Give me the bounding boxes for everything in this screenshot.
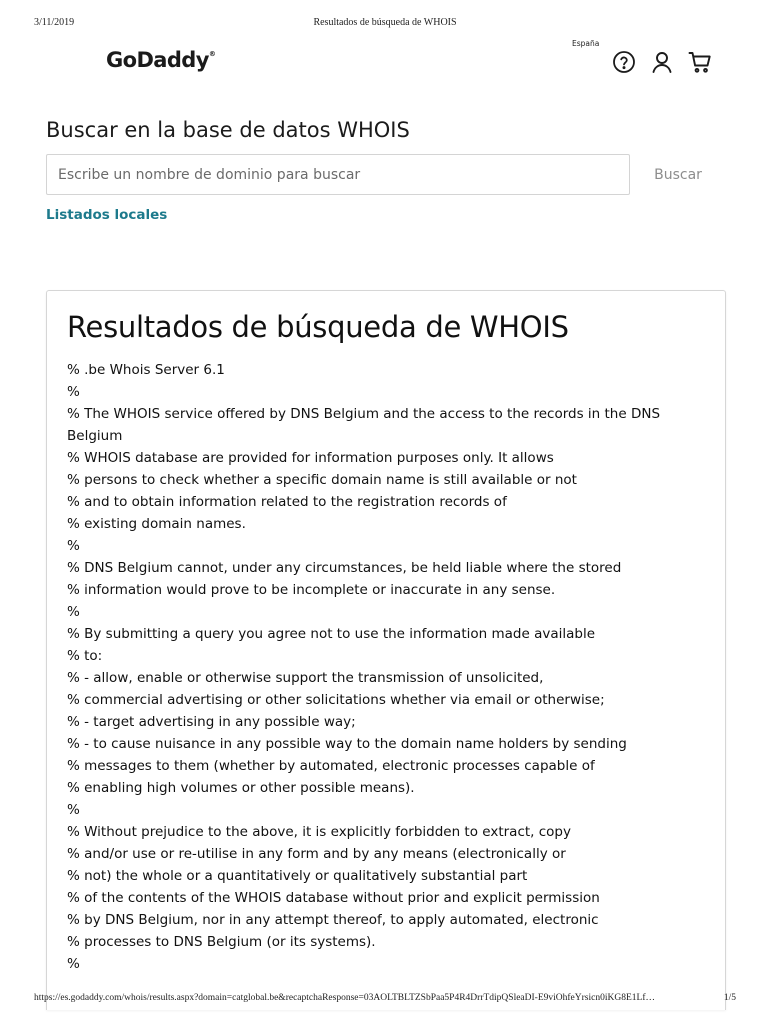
whois-line: % xyxy=(67,538,80,554)
whois-line: % of the contents of the WHOIS database without prior and explicit permission xyxy=(67,890,600,906)
print-date: 3/11/2019 xyxy=(34,17,75,28)
whois-line: % .be Whois Server 6.1 xyxy=(67,362,225,378)
print-footer xyxy=(0,993,770,1007)
whois-line: % not) the whole or a quantitatively or qualitatively substantial part xyxy=(67,868,528,884)
user-icon[interactable] xyxy=(650,50,674,74)
print-url: https://es.godaddy.com/whois/results.aspx?domain=catglobal.be&recaptchaResponse=03AOLTBLTZSbPaa5P4R4DrrTdipQSleaDI-E9viOhfeYrsicn0iKG8E1Lf… xyxy=(34,993,655,1003)
whois-line: % and/or use or re-utilise in any form and by any means (electronically or xyxy=(67,846,566,862)
logo-text: GoDaddy xyxy=(106,48,209,72)
whois-line: % xyxy=(67,604,80,620)
whois-results-card xyxy=(46,290,726,1010)
godaddy-logo[interactable] xyxy=(106,48,216,72)
whois-line: % By submitting a query you agree not to use the information made available xyxy=(67,626,596,642)
whois-line: % DNS Belgium cannot, under any circumstances, be held liable where the stored xyxy=(67,560,622,576)
whois-line: % WHOIS database are provided for information purposes only. It allows xyxy=(67,450,554,466)
whois-record-text xyxy=(67,359,707,975)
whois-line: % - allow, enable or otherwise support the transmission of unsolicited, xyxy=(67,670,544,686)
whois-line: % xyxy=(67,384,80,400)
print-page-number: 1/5 xyxy=(723,993,736,1003)
site-header xyxy=(0,40,770,90)
search-button[interactable]: Buscar xyxy=(630,154,726,195)
whois-line: % messages to them (whether by automated, electronic processes capable of xyxy=(67,758,595,774)
whois-line: % information would prove to be incomplete or inaccurate in any sense. xyxy=(67,582,556,598)
results-title: Resultados de búsqueda de WHOIS xyxy=(67,310,569,344)
help-icon[interactable] xyxy=(612,50,636,74)
domain-search-input[interactable] xyxy=(46,154,630,195)
whois-line: % enabling high volumes or other possible means). xyxy=(67,780,415,796)
print-title: Resultados de búsqueda de WHOIS xyxy=(313,17,457,28)
whois-line: % processes to DNS Belgium (or its systems). xyxy=(67,934,376,950)
whois-line: % existing domain names. xyxy=(67,516,246,532)
local-listings-link[interactable]: Listados locales xyxy=(46,207,168,223)
print-header xyxy=(0,17,770,31)
whois-line: % to: xyxy=(67,648,103,664)
whois-line: % xyxy=(67,802,80,818)
whois-line: % - target advertising in any possible way; xyxy=(67,714,356,730)
whois-line: % - to cause nuisance in any possible way to the domain name holders by sending xyxy=(67,736,627,752)
search-title: Buscar en la base de datos WHOIS xyxy=(46,118,410,142)
whois-line: % The WHOIS service offered by DNS Belgium and the access to the records in the DNS xyxy=(67,406,661,422)
logo-registered-mark: ® xyxy=(208,50,216,58)
country-selector[interactable]: España xyxy=(572,39,600,48)
whois-line: % persons to check whether a specific domain name is still available or not xyxy=(67,472,577,488)
whois-line: % and to obtain information related to the registration records of xyxy=(67,494,507,510)
whois-line: Belgium xyxy=(67,428,123,444)
whois-line: % by DNS Belgium, nor in any attempt thereof, to apply automated, electronic xyxy=(67,912,599,928)
whois-line: % Without prejudice to the above, it is explicitly forbidden to extract, copy xyxy=(67,824,571,840)
cart-icon[interactable] xyxy=(688,50,712,74)
whois-line: % xyxy=(67,956,80,972)
whois-line: % commercial advertising or other solicitations whether via email or otherwise; xyxy=(67,692,605,708)
